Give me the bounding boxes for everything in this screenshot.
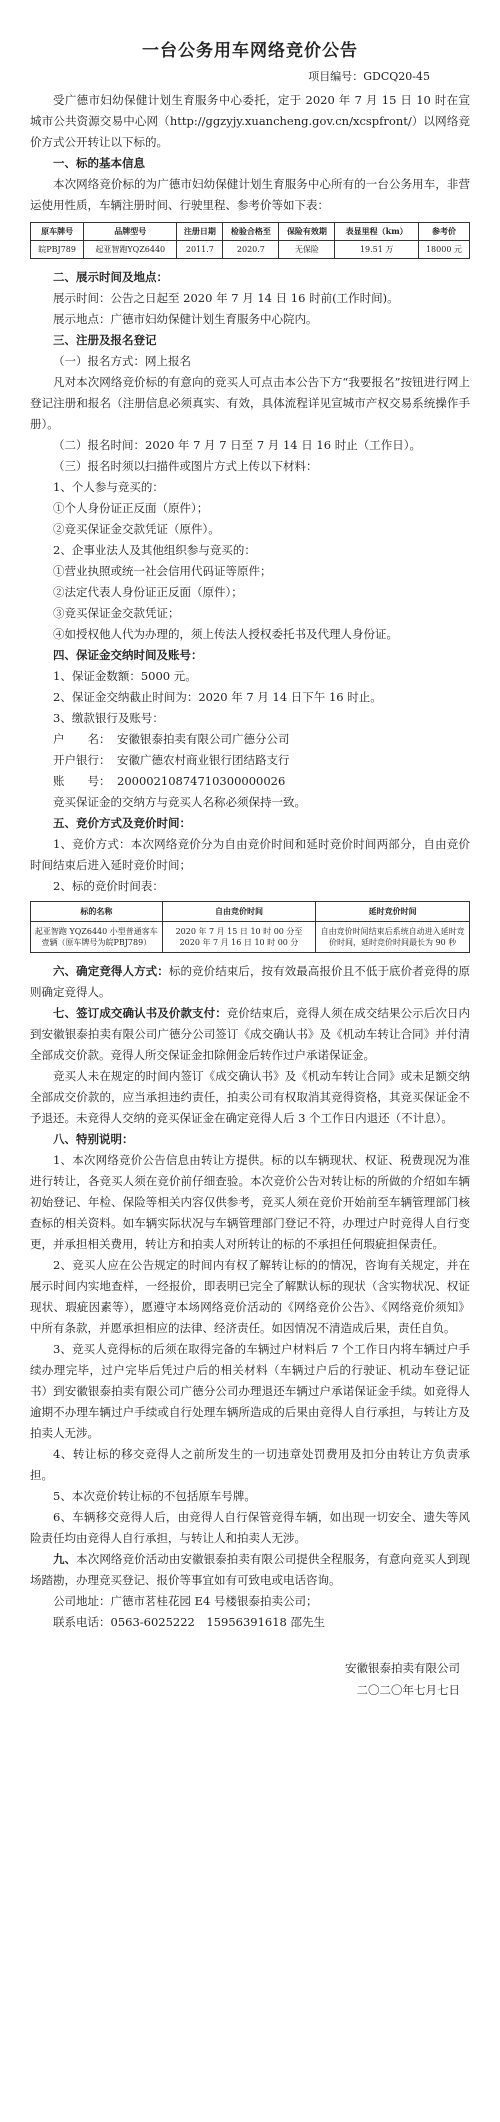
table-header: 保险有效期: [279, 223, 335, 241]
table-header: 品牌型号: [84, 223, 177, 241]
section-2-heading: 二、展示时间及地点：: [53, 270, 168, 284]
signature-date: 二〇二〇年七月七日: [356, 1683, 460, 1697]
table-header-row: [31, 902, 470, 922]
table-cell: 皖PBJ789: [31, 241, 84, 259]
list-item: ①个人身份证正反面（原件）；: [53, 501, 209, 515]
bank-value: 安徽广德农村商业银行团结路支行: [117, 753, 290, 767]
company-address: 公司地址：广德市茗桂花园 E4 号楼银泰拍卖公司；: [53, 1594, 318, 1608]
special-note: 2、竞买人应在公告规定的时间内有权了解转让标的的情况，咨询有关规定，并在展示时间内实地查样，一经报价，即表明已完全了解默认标的现状（含实物状况、权证现状、瑕疵因素等），愿遵守本场网络竞价活动的《网络竞价公告》、《网络竞价须知》中所有条款，并愿承担相应的法律、经济责任。如因情况不清造成后果，责任自负。: [30, 1258, 470, 1335]
signup-materials: （三）报名时须以扫描件或图片方式上传以下材料：: [53, 459, 318, 473]
section-8-heading: 八、特别说明：: [53, 1132, 134, 1146]
bidding-schedule-label: 2、标的竞价时间表：: [53, 879, 164, 893]
signup-method: （一）报名方式：网上报名: [53, 354, 191, 368]
table-header-row: [31, 223, 470, 241]
section-7-heading: 七、签订成交确认书及价款支付：: [53, 1006, 227, 1020]
intro-paragraph: 受广德市妇幼保健计划生育服务中心委托，定于 2020 年 7 月 15 日 10 时在宣城市公共资源交易中心网（http://ggzyjy.xuancheng.gov.cn/xcspfront/）以网络竞价方式公开转让以下标的。: [30, 93, 470, 149]
bank-label: 开户银行：: [53, 753, 111, 767]
table-cell: 19.51 万: [335, 241, 418, 259]
list-item: ②竞买保证金交款凭证（原件）。: [53, 522, 220, 536]
contact-phone: 联系电话：0563-6025222 15956391618 邵先生: [53, 1615, 326, 1629]
deposit-note: 竞买保证金的交纳方与竞买人名称必须保持一致。: [53, 795, 306, 809]
list-item: ③竞买保证金交款凭证；: [53, 606, 180, 620]
spacer: [30, 1633, 470, 1645]
section-7: [30, 1003, 470, 1066]
section-6-heading: 六、确定竞得人方式：: [53, 964, 169, 978]
section-3-heading: 三、注册及报名登记: [53, 333, 157, 347]
section-4-heading: 四、保证金交纳时间及账号：: [53, 648, 203, 662]
display-time: 展示时间：公告之日起至 2020 年 7 月 14 日 16 时前(工作时间)。: [53, 291, 399, 305]
table-header: 自由竞价时间: [162, 902, 316, 922]
table-header: 检验合格至: [223, 223, 279, 241]
table-header: 表显里程（km）: [335, 223, 418, 241]
spacer: [30, 1645, 470, 1657]
list-item: ①营业执照或统一社会信用代码证等原件；: [53, 564, 272, 578]
table-row: [31, 922, 470, 953]
project-number: 项目编号：GDCQ20-45: [308, 70, 430, 83]
bank-label: 户 名：: [53, 732, 111, 746]
special-note: 6、车辆移交竞得人后，由竞得人自行保管竞得车辆，如出现一切安全、遗失等风险责任均由竞得人自行承担，与转让人和拍卖人无涉。: [30, 1510, 470, 1545]
table-cell: 18000 元: [418, 241, 469, 259]
table-header: 标的名称: [31, 902, 163, 922]
special-note: 4、转让标的移交竞得人之前所发生的一切违章处罚费用及扣分由转让方负责承担。: [30, 1447, 470, 1482]
vehicle-info-table: [30, 222, 470, 259]
list-item: 1、个人参与竞买的：: [53, 480, 164, 494]
table-row: [31, 241, 470, 259]
section-9-heading: 九、: [53, 1552, 77, 1566]
table-cell: 2020.7: [223, 241, 279, 259]
list-item: 2、企事业法人及其他组织参与竞买的：: [53, 543, 256, 557]
section-1-text: 本次网络竞价标的为广德市妇幼保健计划生育服务中心所有的一台公务用车，非营运使用性质，车辆注册时间、行驶里程、参考价等如下表：: [30, 177, 470, 212]
bidding-method: 1、竞价方式：本次网络竞价分为自由竞价时间和延时竞价时间两部分，自由竞价时间结束后进入延时竞价时间；: [30, 837, 470, 872]
signup-method-text: 凡对本次网络竞价标的有意向的竞买人可点击本公告下方“我要报名”按钮进行网上登记注册和报名（注册信息必须真实、有效，具体流程详见宣城市产权交易系统操作手册）。: [30, 375, 470, 431]
bank-account-number: [30, 771, 470, 792]
section-7-text: 竞价结束后，竞得人须在成交结果公示后次日内到安徽银泰拍卖有限公司广德分公司签订《成交确认书》及《机动车转让合同》并付清全部成交价款。竞得人所交保证金扣除佣金后转作过户承诺保证金。: [30, 1006, 471, 1062]
deposit-amount: 1、保证金数额：5000 元。: [53, 669, 197, 683]
table-cell: 无保险: [279, 241, 335, 259]
table-header: 延时竞价时间: [316, 902, 470, 922]
special-note: 5、本次竞价转让标的不包括原车号牌。: [53, 1489, 256, 1503]
display-place: 展示地点：广德市妇幼保健计划生育服务中心院内。: [53, 312, 318, 326]
section-1-heading: 一、标的基本信息: [53, 156, 145, 170]
table-cell: 起亚智跑 YQZ6440 小型普通客车壹辆（原车牌号为皖PBJ789）: [31, 922, 163, 953]
section-5-heading: 五、竞价方式及竞价时间：: [53, 816, 191, 830]
bank-name: [30, 750, 470, 771]
table-header: 原车牌号: [31, 223, 84, 241]
table-cell: 起亚智跑YQZ6440: [84, 241, 177, 259]
section-7-text-2: 竞买人未在规定的时间内签订《成交确认书》及《机动车转让合同》或未足额交纳全部成交价款的，应当承担违约责任，拍卖公司有权取消其竞得资格，其竞买保证金不予退还。未竞得人交纳的竞买保证金在确定竞得人后 3 个工作日内退还（不计息）。: [30, 1069, 470, 1125]
list-item: ②法定代表人身份证正反面（原件）；: [53, 585, 243, 599]
deposit-deadline: 2、保证金交纳截止时间为：2020 年 7 月 14 日下午 16 时止。: [53, 690, 382, 704]
deposit-bank: 3、缴款银行及账号：: [53, 711, 164, 725]
table-cell: 自由竞价时间结束后系统自动进入延时竞价时间，延时竞价时间最长为 90 秒: [316, 922, 470, 953]
list-item: ④如授权他人代为办理的，须上传法人授权委托书及代理人身份证。: [53, 627, 398, 641]
table-cell: 2020 年 7 月 15 日 10 时 00 分至 2020 年 7 月 16 日 10 时 00 分: [162, 922, 316, 953]
bank-value: 20000210874710300000026: [117, 774, 286, 788]
bank-account-name: [30, 729, 470, 750]
bidding-schedule-table: [30, 901, 470, 953]
bank-value: 安徽银泰拍卖有限公司广德分公司: [117, 732, 290, 746]
signature-company: 安徽银泰拍卖有限公司: [345, 1661, 460, 1675]
table-header: 注册日期: [177, 223, 223, 241]
signup-time: （二）报名时间：2020 年 7 月 7 日至 7 月 14 日 16 时止（工作日）。: [53, 438, 421, 452]
section-6: [30, 961, 470, 1003]
table-cell: 2011.7: [177, 241, 223, 259]
section-6-text: 标的竞价结束后，按有效最高报价且不低于底价者竞得的原则确定竞得人。: [30, 964, 470, 999]
table-header: 参考价: [418, 223, 469, 241]
bank-label: 账 号：: [53, 774, 111, 788]
special-note: 1、本次网络竞价公告信息由转让方提供。标的以车辆现状、权证、税费现况为准进行转让，各竞买人须在竞价前仔细查验。本次竞价公告对转让标的所做的介绍如车辆初始登记、年检、保险等相关内容仅供参考，竞买人须在竞价开始前至车辆管理部门核查标的相关资料。如车辆实际状况与车辆管理部门登记不符，办理过户时竞得人自行变更，并承担相关费用，转让方和拍卖人对所转让的标的不承担任何瑕疵担保责任。: [30, 1153, 470, 1251]
section-9: [30, 1549, 470, 1591]
page-title: 一台公务用车网络竞价公告: [142, 41, 358, 61]
special-note: 3、竞买人竞得标的后须在取得完备的车辆过户材料后 7 个工作日内将车辆过户手续办理完毕，过户完毕后凭过户后的相关材料（车辆过户后的行驶证、机动车登记证书）到安徽银泰拍卖有限公司广德分公司办理退还车辆过户承诺保证金手续。如竞得人逾期不办理车辆过户手续或自行处理车辆所造成的后果由竞得人自行承担，与转让方及拍卖人无涉。: [30, 1342, 470, 1440]
section-9-text: 本次网络竞价活动由安徽银泰拍卖有限公司提供全程服务，有意向竞买人到现场踏勘，办理竞买登记、报价等事宜如有可致电或电话咨询。: [30, 1552, 470, 1587]
